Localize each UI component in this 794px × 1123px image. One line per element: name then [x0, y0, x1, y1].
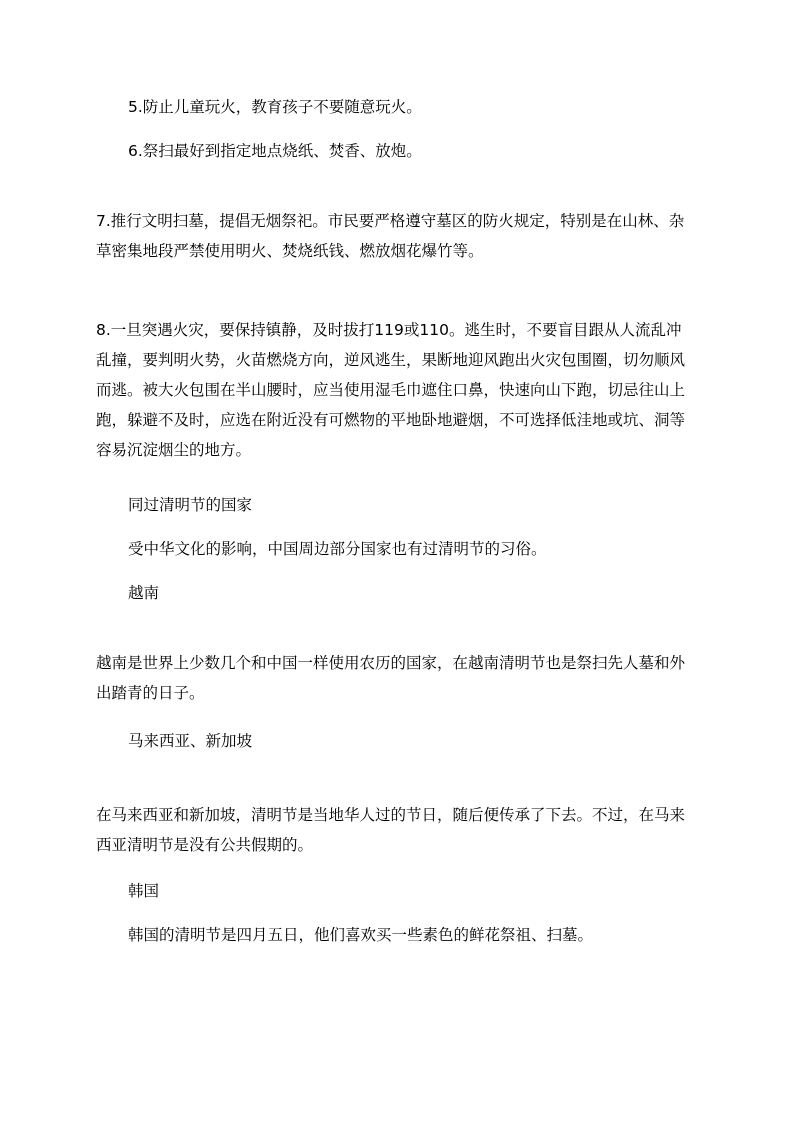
tip-6: 6.祭扫最好到指定地点烧纸、焚香、放炮。: [128, 142, 422, 160]
tip-7: 7.推行文明扫墓，提倡无烟祭祀。市民要严格遵守墓区的防火规定，特别是在山林、杂草密集地段严禁使用明火、焚烧纸钱、燃放烟花爆竹等。: [96, 212, 685, 260]
korea-text: 韩国的清明节是四月五日，他们喜欢买一些素色的鲜花祭祖、扫墓。: [128, 926, 594, 944]
malaysia-singapore-text: 在马来西亚和新加坡，清明节是当地华人过的节日，随后便传承了下去。不过，在马来西亚清明节是没有公共假期的。: [96, 806, 686, 854]
section-heading-countries: 同过清明节的国家: [128, 496, 253, 514]
countries-intro: 受中华文化的影响，中国周边部分国家也有过清明节的习俗。: [128, 540, 547, 558]
vietnam-text: 越南是世界上少数几个和中国一样使用农历的国家，在越南清明节也是祭扫先人墓和外出踏青的日子。: [96, 654, 686, 702]
heading-malaysia-singapore: 马来西亚、新加坡: [128, 732, 253, 750]
heading-korea: 韩国: [128, 882, 160, 900]
heading-vietnam: 越南: [128, 584, 160, 602]
tip-8: 8.一旦突遇火灾，要保持镇静，及时拔打119或110。逃生时，不要盲目跟从人流乱冲乱撞，要判明火势，火苗燃烧方向，逆风逃生，果断地迎风跑出火灾包围圈，切勿顺风而逃。被大火包围在半山腰时，应当使用湿毛巾遮住口鼻，快速向山下跑，切忌往山上跑，躲避不及时，应选在附近没有可燃物的平地卧地避烟，不可选择低洼地或坑、洞等容易沉淀烟尘的地方。: [96, 321, 686, 459]
tip-5: 5.防止儿童玩火，教育孩子不要随意玩火。: [128, 98, 422, 116]
